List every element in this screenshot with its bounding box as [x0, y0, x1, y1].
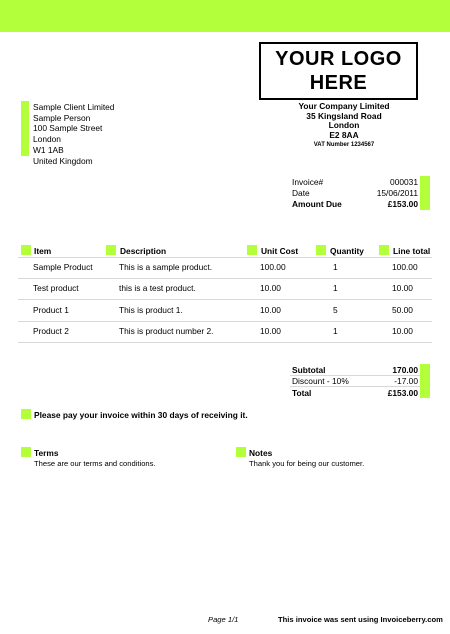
total-row: [292, 388, 418, 398]
client-address: [33, 102, 114, 166]
row-line-total: 10.00: [392, 283, 413, 293]
client-street: 100 Sample Street: [33, 123, 103, 134]
row-unit-cost: 10.00: [260, 326, 281, 336]
row-divider: [18, 321, 432, 322]
table-row: [0, 262, 450, 274]
invoice-number-label: Invoice#: [292, 177, 324, 187]
terms-text: These are our terms and conditions.: [34, 459, 156, 468]
client-city: London: [33, 134, 61, 145]
company-vat: VAT Number 1234567: [313, 142, 375, 148]
notes-text: Thank you for being our customer.: [249, 459, 365, 468]
invoice-date-label: Date: [292, 188, 310, 198]
logo-placeholder: [259, 42, 418, 100]
row-unit-cost: 10.00: [260, 283, 281, 293]
sent-using-note: This invoice was sent using Invoiceberry.com: [278, 615, 443, 624]
description-header-marker: [106, 245, 116, 255]
company-postcode: E2 8AA: [329, 129, 359, 140]
terms-marker: [21, 447, 31, 457]
row-description: This is product number 2.: [119, 326, 214, 336]
notes-title: Notes: [249, 448, 273, 458]
client-name: Sample Client Limited: [33, 102, 115, 112]
amount-due-row: [292, 199, 418, 209]
client-country: United Kingdom: [33, 155, 93, 166]
payment-note-marker: [21, 409, 31, 419]
quantity-header: Quantity: [330, 246, 364, 256]
line-total-header-marker: [379, 245, 389, 255]
company-name: Your Company Limited: [298, 101, 390, 111]
row-quantity: 1: [333, 262, 338, 272]
description-header: Description: [120, 246, 167, 256]
row-item: Product 2: [33, 326, 69, 336]
row-description: This is product 1.: [119, 305, 183, 315]
row-line-total: 100.00: [392, 262, 418, 272]
table-row: [0, 305, 450, 317]
row-divider: [18, 278, 432, 279]
totals-divider: [290, 386, 420, 387]
subtotal-value: 170.00: [392, 365, 418, 375]
client-person: Sample Person: [33, 112, 91, 123]
row-description: this is a test product.: [119, 283, 196, 293]
invoice-date: 15/06/2011: [376, 188, 418, 198]
company-city: London: [328, 120, 360, 130]
item-header-marker: [21, 245, 31, 255]
quantity-header-marker: [316, 245, 326, 255]
header-accent-bar: [0, 0, 450, 32]
notes-marker: [236, 447, 246, 457]
terms-title: Terms: [34, 448, 59, 458]
row-item: Sample Product: [33, 262, 93, 272]
row-quantity: 1: [333, 283, 338, 293]
row-line-total: 10.00: [392, 326, 413, 336]
client-postcode: W1 1AB: [33, 144, 64, 155]
table-header-divider: [18, 257, 432, 258]
totals-accent-bar: [420, 364, 430, 398]
amount-due-label: Amount Due: [292, 199, 342, 209]
row-quantity: 5: [333, 305, 338, 315]
total-label: Total: [292, 388, 312, 398]
row-description: This is a sample product.: [119, 262, 213, 272]
unit-cost-header: Unit Cost: [261, 246, 299, 256]
company-street: 35 Kingsland Road: [306, 110, 382, 121]
payment-note: Please pay your invoice within 30 days of receiving it.: [34, 410, 248, 420]
line-total-header: Line total: [393, 246, 431, 256]
subtotal-label: Subtotal: [292, 365, 326, 375]
company-address: [270, 102, 418, 151]
unit-cost-header-marker: [247, 245, 257, 255]
item-header: Item: [34, 246, 52, 256]
amount-due: £153.00: [387, 199, 418, 209]
row-line-total: 50.00: [392, 305, 413, 315]
discount-value: -17.00: [394, 376, 418, 386]
logo-line-1: YOUR LOGO: [275, 48, 402, 70]
invoice-number: 000031: [390, 177, 418, 187]
row-divider: [18, 299, 432, 300]
invoice-date-row: [292, 188, 418, 198]
row-item: Test product: [33, 283, 79, 293]
discount-row: [292, 376, 418, 386]
subtotal-row: [292, 365, 418, 375]
page-number: Page 1/1: [208, 615, 239, 624]
client-accent-bar: [21, 101, 29, 156]
invoice-number-row: [292, 177, 418, 187]
invoice-accent-bar: [420, 176, 430, 210]
row-quantity: 1: [333, 326, 338, 336]
row-item: Product 1: [33, 305, 69, 315]
row-unit-cost: 10.00: [260, 305, 281, 315]
total-value: £153.00: [387, 388, 418, 398]
row-unit-cost: 100.00: [260, 262, 286, 272]
table-row: [0, 326, 450, 338]
discount-label: Discount - 10%: [292, 376, 349, 386]
table-row: [0, 283, 450, 295]
row-divider: [18, 342, 432, 343]
logo-line-2: HERE: [309, 72, 368, 94]
